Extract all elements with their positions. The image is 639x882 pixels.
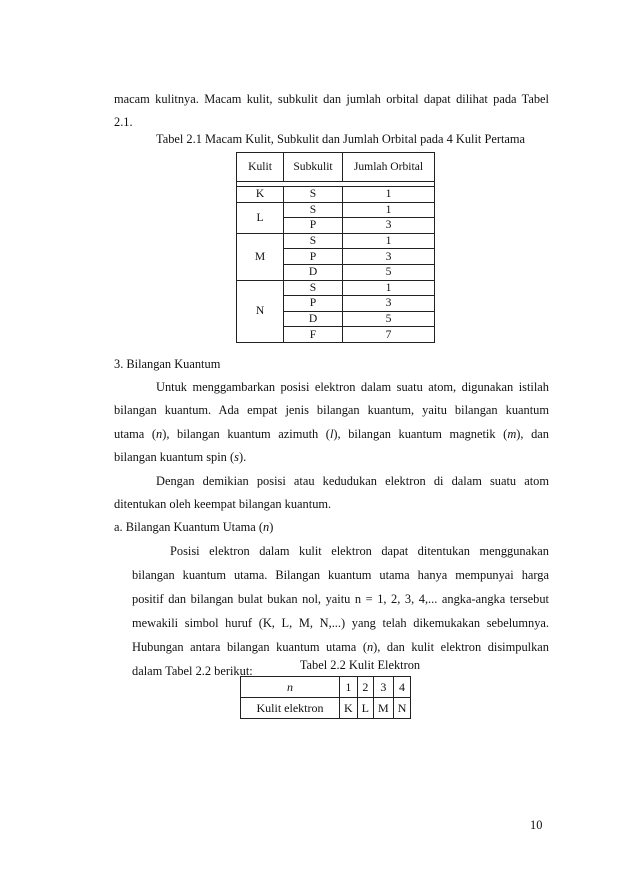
table-cell: N [393, 698, 411, 719]
table-cell: 5 [343, 264, 435, 280]
table-cell: P [284, 249, 343, 265]
paragraph-line: dalam Tabel 2.2 berikut: [132, 664, 253, 678]
table-cell: N [237, 280, 284, 342]
paragraph-line: ditentukan oleh keempat bilangan kuantum. [114, 497, 332, 511]
table-cell: S [284, 280, 343, 296]
table-cell: D [284, 311, 343, 327]
subsection-heading: a. Bilangan Kuantum Utama (n) [114, 520, 274, 534]
section-heading: 3. Bilangan Kuantum [114, 357, 221, 371]
table-header: Jumlah Orbital [343, 153, 435, 182]
table-cell: 3 [374, 677, 394, 698]
paragraph-line: Posisi elektron dalam kulit elektron dapat ditentukan menggunakan [170, 544, 549, 558]
table-cell: K [340, 698, 358, 719]
paragraph-line: Hubungan antara bilangan kuantum utama (n), dan kulit elektron disimpulkan [132, 640, 549, 654]
table-cell: 1 [343, 187, 435, 203]
table-cell: S [284, 187, 343, 203]
paragraph-line: bilangan kuantum utama. Bilangan kuantum utama hanya mempunyai harga [132, 568, 549, 582]
table-cell: 3 [343, 296, 435, 312]
table-cell: 1 [343, 202, 435, 218]
table-row [241, 698, 411, 719]
paragraph-line: 2.1. [114, 115, 133, 129]
paragraph-line: positif dan bilangan bulat bukan nol, yaitu n = 1, 2, 3, 4,... angka-angka tersebut [132, 592, 549, 606]
paragraph-line: bilangan kuantum. Ada empat jenis bilangan kuantum, yaitu bilangan kuantum [114, 403, 549, 417]
table2-caption: Tabel 2.2 Kulit Elektron [299, 658, 421, 672]
paragraph-line: mewakili simbol huruf (K, L, M, N,...) yang telah dikemukakan sebelumnya. [132, 616, 549, 630]
paragraph-line: Dengan demikian posisi atau kedudukan elektron di dalam suatu atom [156, 474, 549, 488]
table-cell: 1 [343, 233, 435, 249]
table-row [237, 187, 435, 203]
table-header: Kulit [237, 153, 284, 182]
table-cell: S [284, 233, 343, 249]
table-cell: L [357, 698, 373, 719]
table-cell: 2 [357, 677, 373, 698]
paragraph-line: Untuk menggambarkan posisi elektron dalam suatu atom, digunakan istilah [156, 380, 549, 394]
table-cell: D [284, 264, 343, 280]
table-row [237, 202, 435, 218]
table-cell: n [241, 677, 340, 698]
paragraph-line: utama (n), bilangan kuantum azimuth (l), bilangan kuantum magnetik (m), dan [114, 427, 549, 441]
table-cell: 1 [340, 677, 358, 698]
table1-caption: Tabel 2.1 Macam Kulit, Subkulit dan Jumlah Orbital pada 4 Kulit Pertama [156, 132, 526, 146]
table-cell: 4 [393, 677, 411, 698]
table-electron-shells [240, 676, 411, 719]
table-cell: F [284, 327, 343, 343]
table-cell: M [374, 698, 394, 719]
table-cell: P [284, 218, 343, 234]
table-row [237, 280, 435, 296]
table-cell: L [237, 202, 284, 233]
table-cell: 3 [343, 218, 435, 234]
table-cell: 1 [343, 280, 435, 296]
page-number: 10 [530, 818, 543, 832]
table-cell: P [284, 296, 343, 312]
table-cell: K [237, 187, 284, 203]
table-row [237, 233, 435, 249]
paragraph-line: macam kulitnya. Macam kulit, subkulit dan jumlah orbital dapat dilihat pada Tabel [114, 92, 549, 106]
table-orbitals [236, 152, 435, 343]
table-cell: Kulit elektron [241, 698, 340, 719]
table-cell: M [237, 233, 284, 280]
paragraph-line: bilangan kuantum spin (s). [114, 450, 247, 464]
table-row [241, 677, 411, 698]
table-cell: S [284, 202, 343, 218]
table-cell: 5 [343, 311, 435, 327]
table-cell: 3 [343, 249, 435, 265]
table-cell: 7 [343, 327, 435, 343]
table-header: Subkulit [284, 153, 343, 182]
